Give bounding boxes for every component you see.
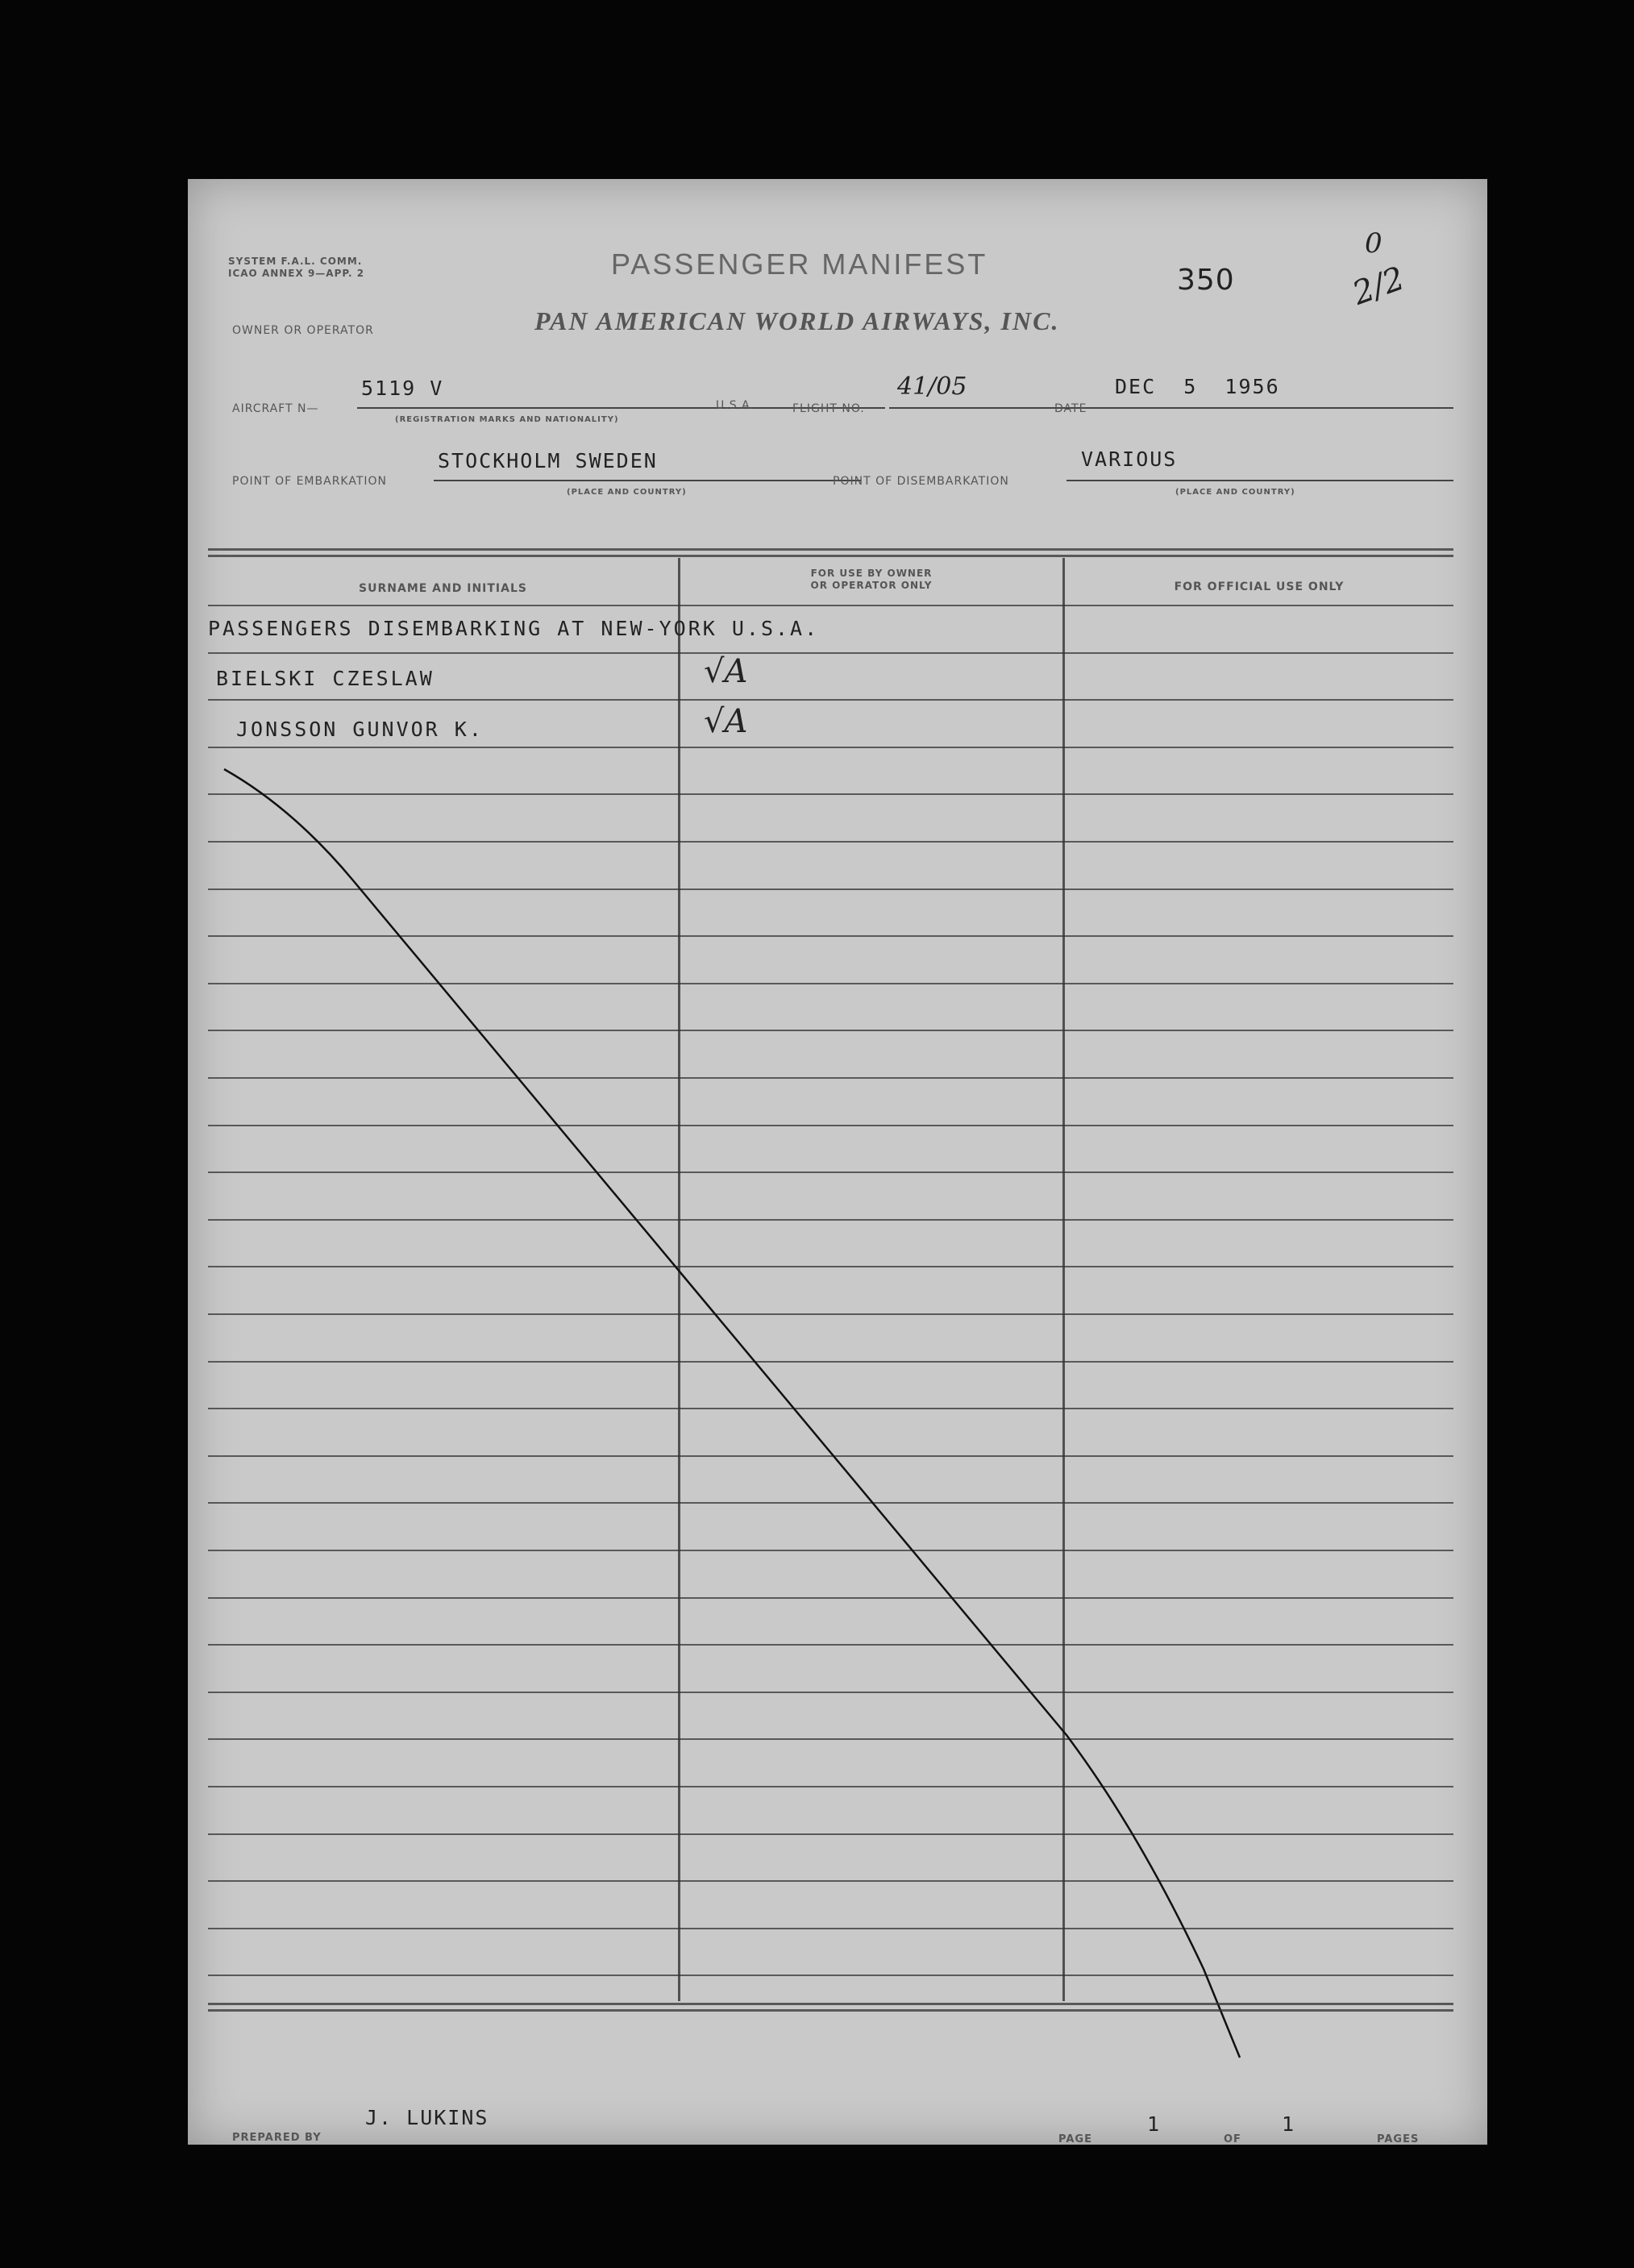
- aircraft-label: AIRCRAFT N—: [232, 402, 319, 415]
- section-heading: PASSENGERS DISEMBARKING AT NEW-YORK U.S.A.: [208, 617, 820, 640]
- flight-label: FLIGHT NO.: [792, 402, 865, 415]
- prepared-by-value: J. LUKINS: [365, 2106, 489, 2129]
- disembarkation-label: POINT OF DISEMBARKATION: [833, 475, 1009, 488]
- flight-value: 41/05: [897, 372, 967, 401]
- disembarkation-caption: (PLACE AND COUNTRY): [1175, 488, 1295, 497]
- embarkation-label: POINT OF EMBARKATION: [232, 475, 388, 488]
- col-surname-header: SURNAME AND INITIALS: [359, 582, 527, 595]
- manifest-number: 350: [1177, 264, 1235, 297]
- manifest-page: [188, 179, 1487, 2145]
- of-value: 1: [1282, 2112, 1296, 2136]
- corner-mark-top: 0: [1365, 227, 1382, 260]
- system-ref-line1: SYSTEM F.A.L. COMM.: [228, 256, 363, 267]
- country-label: U.S.A.: [716, 399, 755, 412]
- company-name: PAN AMERICAN WORLD AIRWAYS, INC.: [534, 306, 1060, 335]
- embarkation-caption: (PLACE AND COUNTRY): [567, 488, 687, 497]
- col-official-header: FOR OFFICIAL USE ONLY: [1174, 581, 1345, 593]
- passenger-name-1: BIELSKI CZESLAW: [216, 667, 434, 690]
- aircraft-value: 5119 V: [361, 377, 444, 400]
- system-ref-line2: ICAO ANNEX 9—APP. 2: [228, 268, 365, 279]
- col-operator-header-line2: OR OPERATOR ONLY: [810, 580, 933, 591]
- registration-caption: (REGISTRATION MARKS AND NATIONALITY): [395, 415, 619, 424]
- cancel-stroke: [188, 179, 1487, 2145]
- passenger-name-2: JONSSON GUNVOR K.: [236, 718, 484, 741]
- page-label: PAGE: [1058, 2133, 1092, 2145]
- passenger-mark-1: √A: [704, 653, 748, 690]
- embarkation-value: STOCKHOLM SWEDEN: [438, 449, 658, 472]
- prepared-by-label: PREPARED BY: [232, 2132, 322, 2144]
- page-title: PASSENGER MANIFEST: [611, 248, 988, 281]
- of-label: OF: [1224, 2133, 1241, 2145]
- corner-mark-bottom: 2/2: [1348, 260, 1410, 313]
- date-label: DATE: [1054, 402, 1087, 415]
- pages-label: PAGES: [1377, 2133, 1420, 2145]
- passenger-mark-2: √A: [704, 703, 748, 740]
- col-operator-header-line1: FOR USE BY OWNER: [810, 568, 933, 579]
- page-value: 1: [1147, 2112, 1162, 2136]
- date-value: DEC 5 1956: [1115, 375, 1280, 398]
- disembarkation-value: VARIOUS: [1081, 447, 1178, 471]
- owner-label: OWNER OR OPERATOR: [232, 324, 374, 337]
